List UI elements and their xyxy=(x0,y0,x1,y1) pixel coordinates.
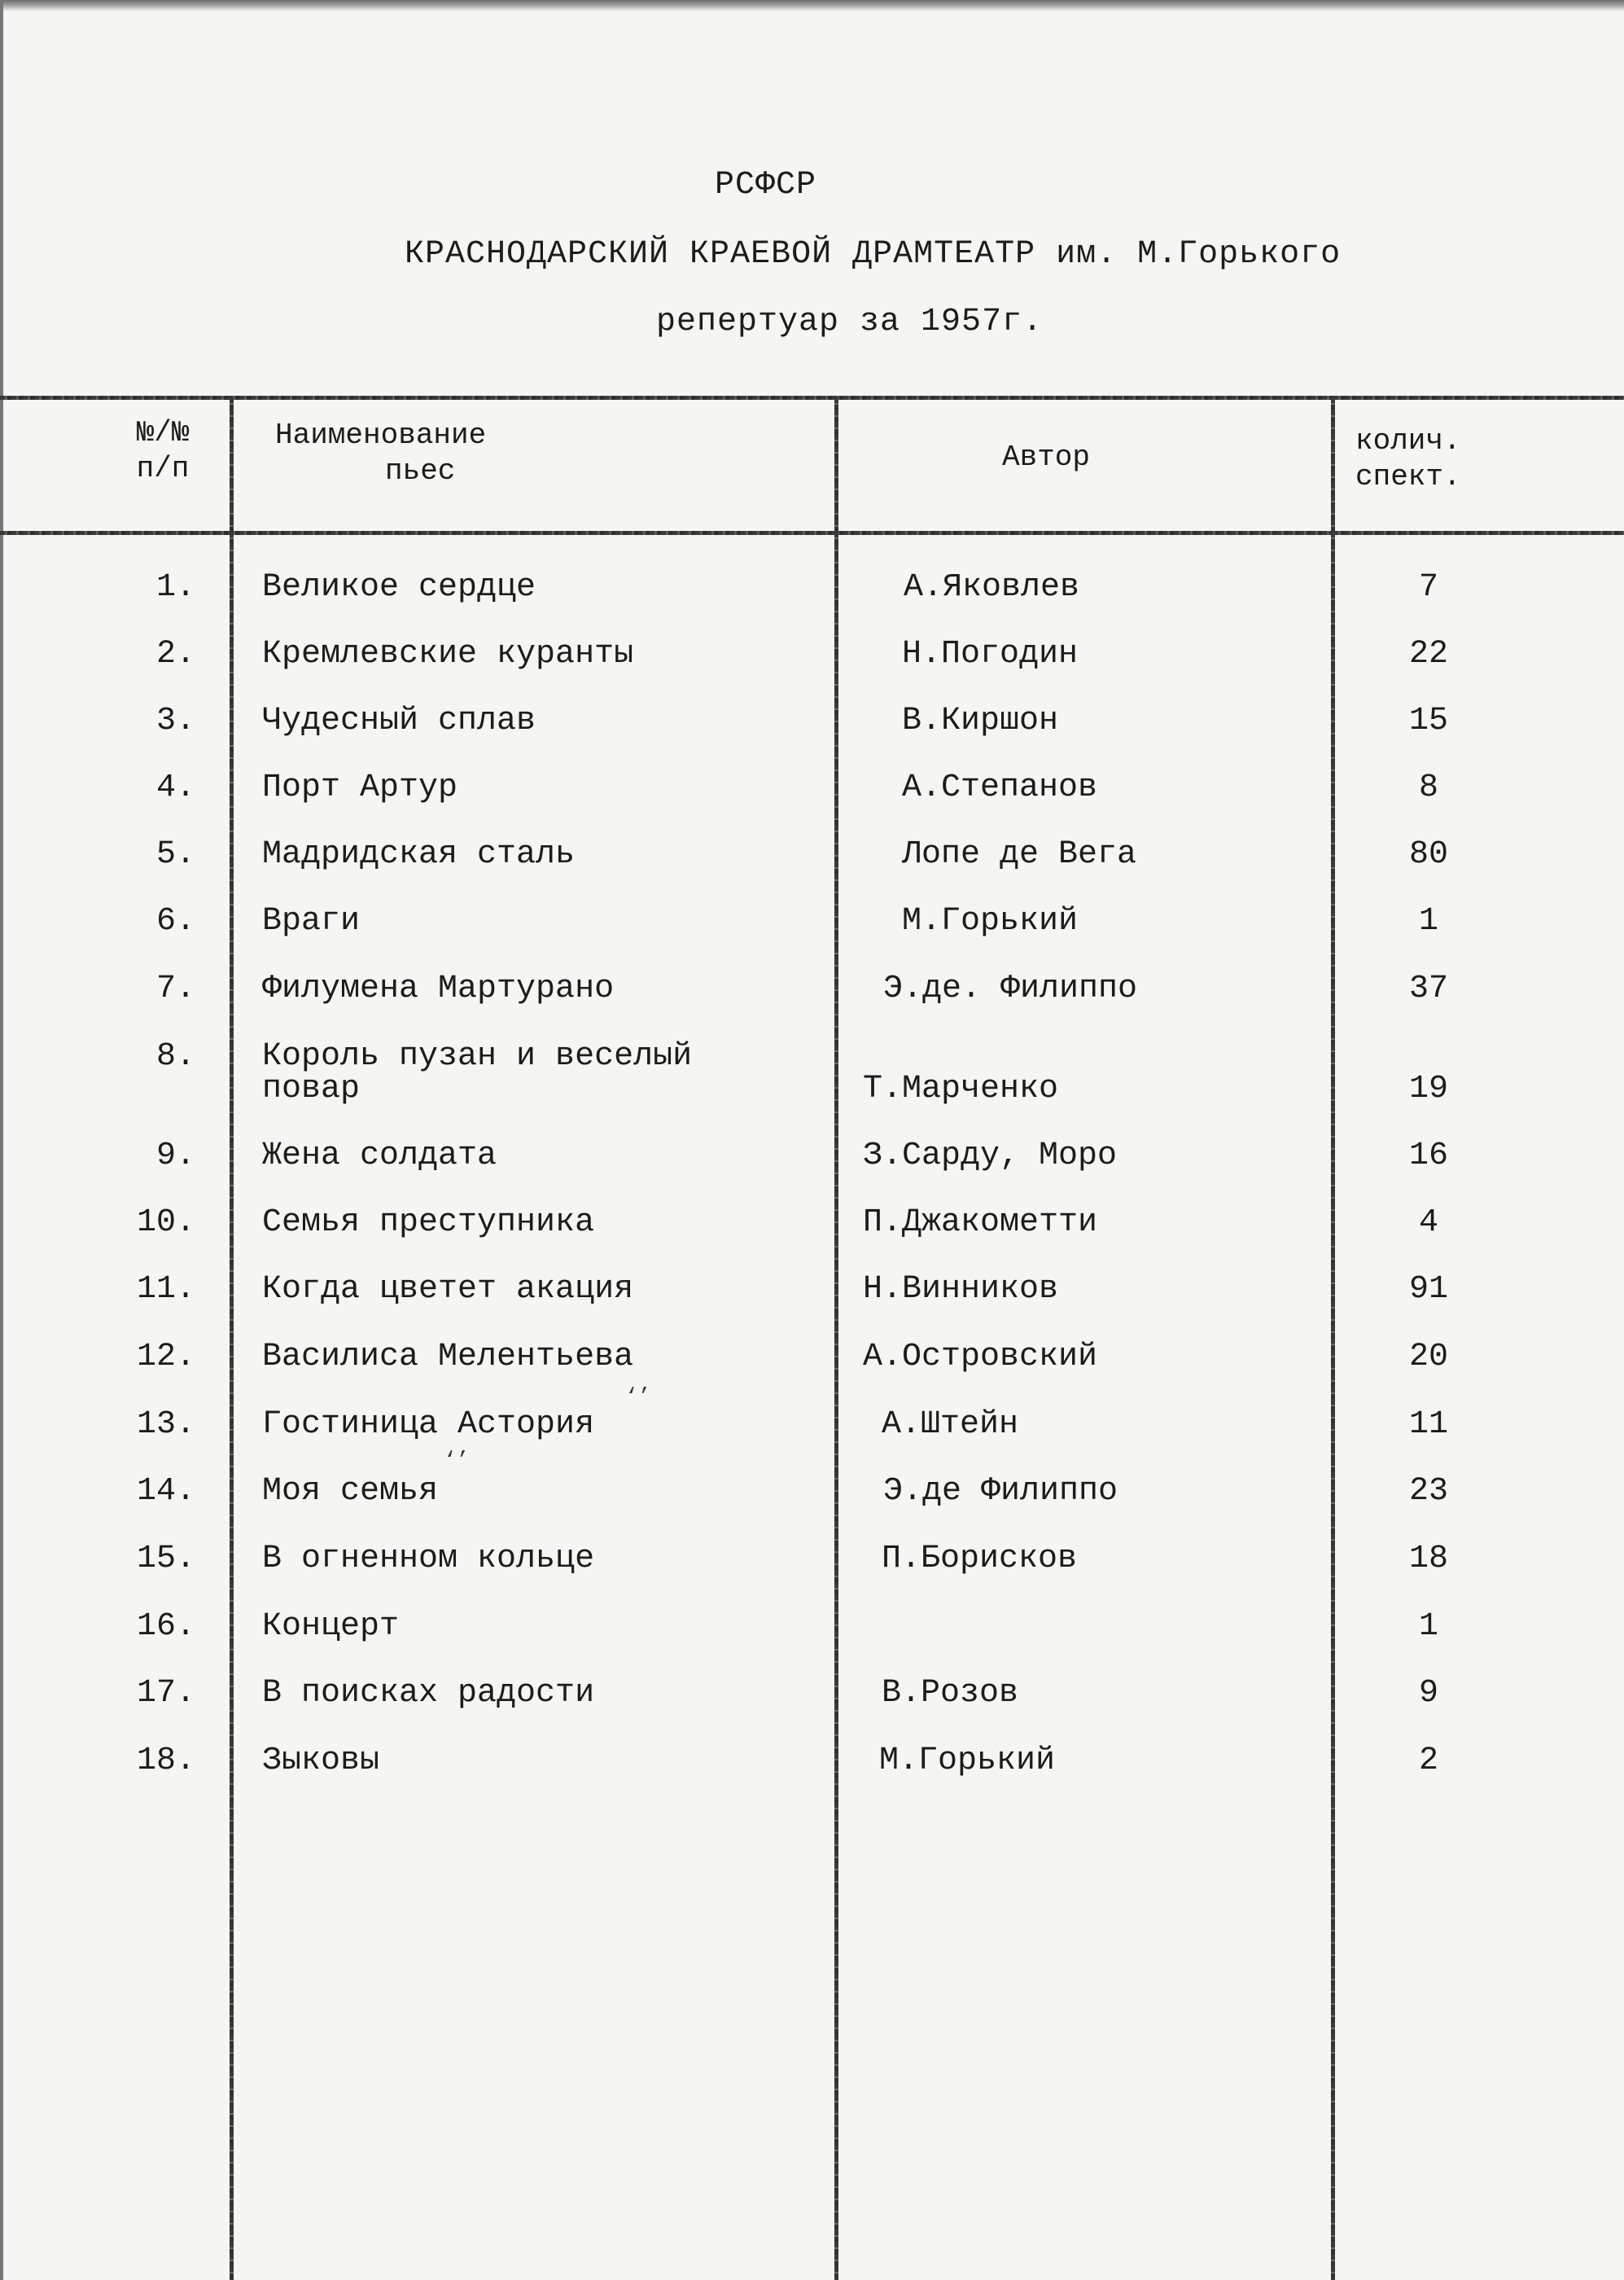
handwritten-quote-mark: ‘’ xyxy=(444,1448,470,1472)
play-author: М.Горький xyxy=(902,903,1079,940)
table-row xyxy=(0,1038,1624,1122)
play-title: Великое сердце xyxy=(262,569,536,606)
row-number: 2. xyxy=(155,636,195,673)
play-author: Н.Погодин xyxy=(902,636,1079,673)
performance-count: 80 xyxy=(1408,836,1448,873)
row-number: 12. xyxy=(136,1339,195,1375)
row-number: 14. xyxy=(136,1473,195,1510)
row-number: 18. xyxy=(136,1743,195,1779)
row-number: 6. xyxy=(155,903,195,940)
play-author: П.Борисков xyxy=(882,1541,1078,1577)
row-number: 10. xyxy=(136,1204,195,1241)
play-title: Когда цветет акация xyxy=(262,1271,634,1308)
performance-count: 22 xyxy=(1408,636,1448,673)
play-title: Концерт xyxy=(262,1608,400,1645)
play-author: А.Степанов xyxy=(902,770,1098,806)
play-author: В.Розов xyxy=(882,1675,1019,1712)
table-row xyxy=(0,973,1624,1022)
play-title: В поисках радости xyxy=(262,1675,595,1712)
table-row xyxy=(0,1406,1624,1458)
play-author: З.Сарду, Моро xyxy=(863,1138,1118,1174)
column-header-title-line2: пьес xyxy=(385,454,456,488)
play-author: Э.де Филиппо xyxy=(883,1473,1118,1510)
performance-count: 1 xyxy=(1418,1608,1438,1645)
play-author: А.Яковлев xyxy=(904,569,1080,606)
play-title: В огненном кольце xyxy=(262,1541,595,1577)
play-title: Мадридская сталь xyxy=(262,836,576,873)
play-author: Н.Винников xyxy=(863,1271,1059,1308)
row-number: 5. xyxy=(155,836,195,873)
header-country: РСФСР xyxy=(715,167,817,204)
performance-count: 4 xyxy=(1418,1204,1438,1241)
header-theatre: КРАСНОДАРСКИЙ КРАЕВОЙ ДРАМТЕАТР им. М.Горького xyxy=(405,236,1342,273)
performance-count: 11 xyxy=(1408,1406,1448,1443)
performance-count: 7 xyxy=(1418,569,1438,606)
table-row xyxy=(0,836,1624,888)
play-title: Гостиница Астория xyxy=(262,1406,595,1443)
table-row xyxy=(0,1745,1624,1794)
table-row xyxy=(0,705,1624,754)
play-author: Э.де. Филиппо xyxy=(883,971,1138,1007)
row-number: 7. xyxy=(155,971,195,1007)
play-author: П.Джакометти xyxy=(863,1204,1098,1241)
play-title: Филумена Мартурано xyxy=(262,971,615,1007)
play-title: Зыковы xyxy=(262,1743,380,1779)
performance-count: 91 xyxy=(1408,1271,1448,1308)
performance-count: 37 xyxy=(1408,971,1448,1007)
play-title: Кремлевские куранты xyxy=(262,636,634,673)
table-row xyxy=(0,1608,1624,1660)
play-title: Чудесный сплав xyxy=(262,703,536,739)
column-header-count-line1: колич. xyxy=(1355,424,1461,458)
column-header-number-line2: п/п xyxy=(136,452,190,485)
table-row xyxy=(0,1543,1624,1592)
table-row xyxy=(0,905,1624,954)
play-title: Враги xyxy=(262,903,361,940)
row-number: 9. xyxy=(155,1138,195,1174)
play-title xyxy=(262,1038,693,1107)
performance-count: 8 xyxy=(1418,770,1438,806)
table-row xyxy=(0,1271,1624,1322)
play-author: А.Островский xyxy=(863,1339,1098,1375)
row-number: 8. xyxy=(155,1038,195,1075)
play-author: В.Киршон xyxy=(902,703,1059,739)
play-author: М.Горький xyxy=(879,1743,1056,1779)
column-header-number-line1: №/№ xyxy=(136,416,190,449)
table-row xyxy=(0,1140,1624,1189)
performance-count: 19 xyxy=(1408,1071,1448,1107)
play-author: Т.Марченко xyxy=(863,1071,1059,1107)
table-row xyxy=(0,1341,1624,1390)
performance-count: 9 xyxy=(1418,1675,1438,1712)
table-row xyxy=(0,1677,1624,1726)
row-number: 13. xyxy=(136,1406,195,1443)
play-author: Лопе де Вега xyxy=(902,836,1137,873)
header-subtitle: репертуар за 1957г. xyxy=(656,304,1044,340)
performance-count: 16 xyxy=(1408,1138,1448,1174)
row-number: 1. xyxy=(155,569,195,606)
play-title: Жена солдата xyxy=(262,1138,497,1174)
performance-count: 1 xyxy=(1418,903,1438,940)
column-header-author: Автор xyxy=(1001,441,1091,474)
table-row xyxy=(0,772,1624,821)
performance-count: 20 xyxy=(1408,1339,1448,1375)
play-title-line1: Король пузан и веселый xyxy=(262,1038,693,1075)
play-author: А.Штейн xyxy=(882,1406,1019,1443)
play-title: Моя семья xyxy=(262,1473,439,1510)
performance-count: 18 xyxy=(1408,1541,1448,1577)
play-title: Порт Артур xyxy=(262,770,458,806)
row-number: 15. xyxy=(136,1541,195,1577)
handwritten-quote-mark: ‘’ xyxy=(625,1384,651,1409)
table-row xyxy=(0,638,1624,687)
column-header-title-line1: Наименование xyxy=(275,419,487,452)
row-number: 4. xyxy=(155,770,195,806)
row-number: 3. xyxy=(155,703,195,739)
table-row xyxy=(0,569,1624,620)
performance-count: 15 xyxy=(1408,703,1448,739)
play-title: Семья преступника xyxy=(262,1204,595,1241)
table-row xyxy=(0,1204,1624,1256)
row-number: 11. xyxy=(136,1271,195,1308)
row-number: 16. xyxy=(136,1608,195,1645)
performance-count: 2 xyxy=(1418,1743,1438,1779)
column-header-count-line2: спект. xyxy=(1355,460,1461,493)
play-title: Василиса Мелентьева xyxy=(262,1339,634,1375)
row-number: 17. xyxy=(136,1675,195,1712)
table-row xyxy=(0,1475,1624,1524)
play-title-line2: повар xyxy=(262,1071,361,1107)
performance-count: 23 xyxy=(1408,1473,1448,1510)
